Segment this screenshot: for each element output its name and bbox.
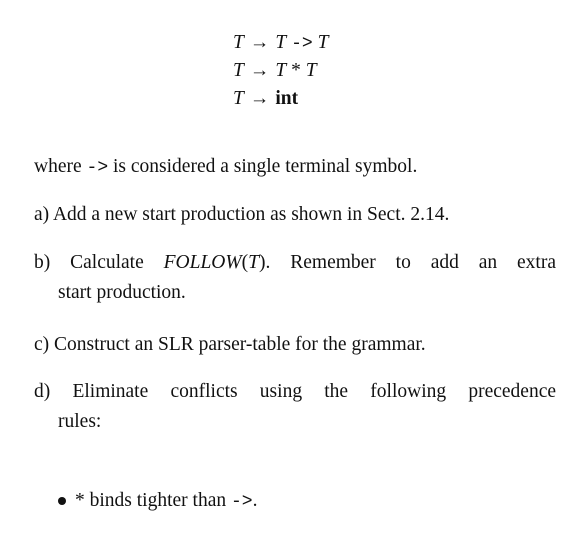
item-b-suffix: . Remember to add an extra (265, 252, 556, 273)
bullet-text-end: . (252, 490, 258, 511)
item-a-text: a) Add a new start production as shown in Sect. 2.14. (34, 204, 450, 225)
grammar-rule-3 (233, 85, 393, 113)
grammar-rule-2 (233, 57, 393, 85)
rule-arrow: → (249, 32, 270, 53)
rule-lhs: T (233, 88, 244, 109)
grammar-block (233, 29, 393, 113)
item-c-text: c) Construct an SLR parser-table for the grammar. (34, 334, 426, 355)
rule-rhs-term: T (317, 32, 329, 53)
rule-operator: -> (291, 34, 313, 54)
bullet-symbol: -> (230, 492, 253, 512)
rule-operator: * (291, 60, 301, 81)
rule-lhs: T (233, 60, 244, 81)
follow-arg: T (248, 252, 259, 273)
note-symbol: -> (86, 158, 109, 178)
rule-lhs: T (233, 32, 244, 53)
rule-keyword: int (275, 88, 299, 109)
rule-rhs-term: T (275, 60, 287, 81)
rule-rhs-term: T (275, 32, 287, 53)
item-b-line-1 (34, 248, 556, 278)
grammar-rule-1 (233, 29, 393, 57)
item-d (34, 377, 556, 437)
rule-arrow: → (249, 60, 270, 81)
item-c (34, 330, 556, 360)
paren: ) (259, 252, 266, 273)
terminal-note (34, 152, 556, 183)
item-d-line-2: rules: (58, 411, 102, 432)
rule-rhs-term: T (305, 60, 317, 81)
bullet-text: binds tighter than (84, 490, 231, 511)
item-b-line-2: start production. (58, 282, 186, 303)
item-b (34, 248, 556, 308)
item-b-prefix: b) Calculate (34, 252, 164, 273)
note-text: is considered a single terminal symbol. (108, 156, 418, 177)
paren: ( (241, 252, 249, 273)
rule-arrow: → (249, 88, 270, 109)
bullet-dot-icon (58, 497, 66, 505)
precedence-bullet (58, 486, 257, 517)
note-text: where (34, 156, 87, 177)
follow-function: FOLLOW (163, 252, 242, 273)
item-a (34, 200, 556, 230)
bullet-star: * (75, 490, 85, 511)
item-d-line-1: d) Eliminate conflicts using the following precedence (34, 381, 556, 402)
